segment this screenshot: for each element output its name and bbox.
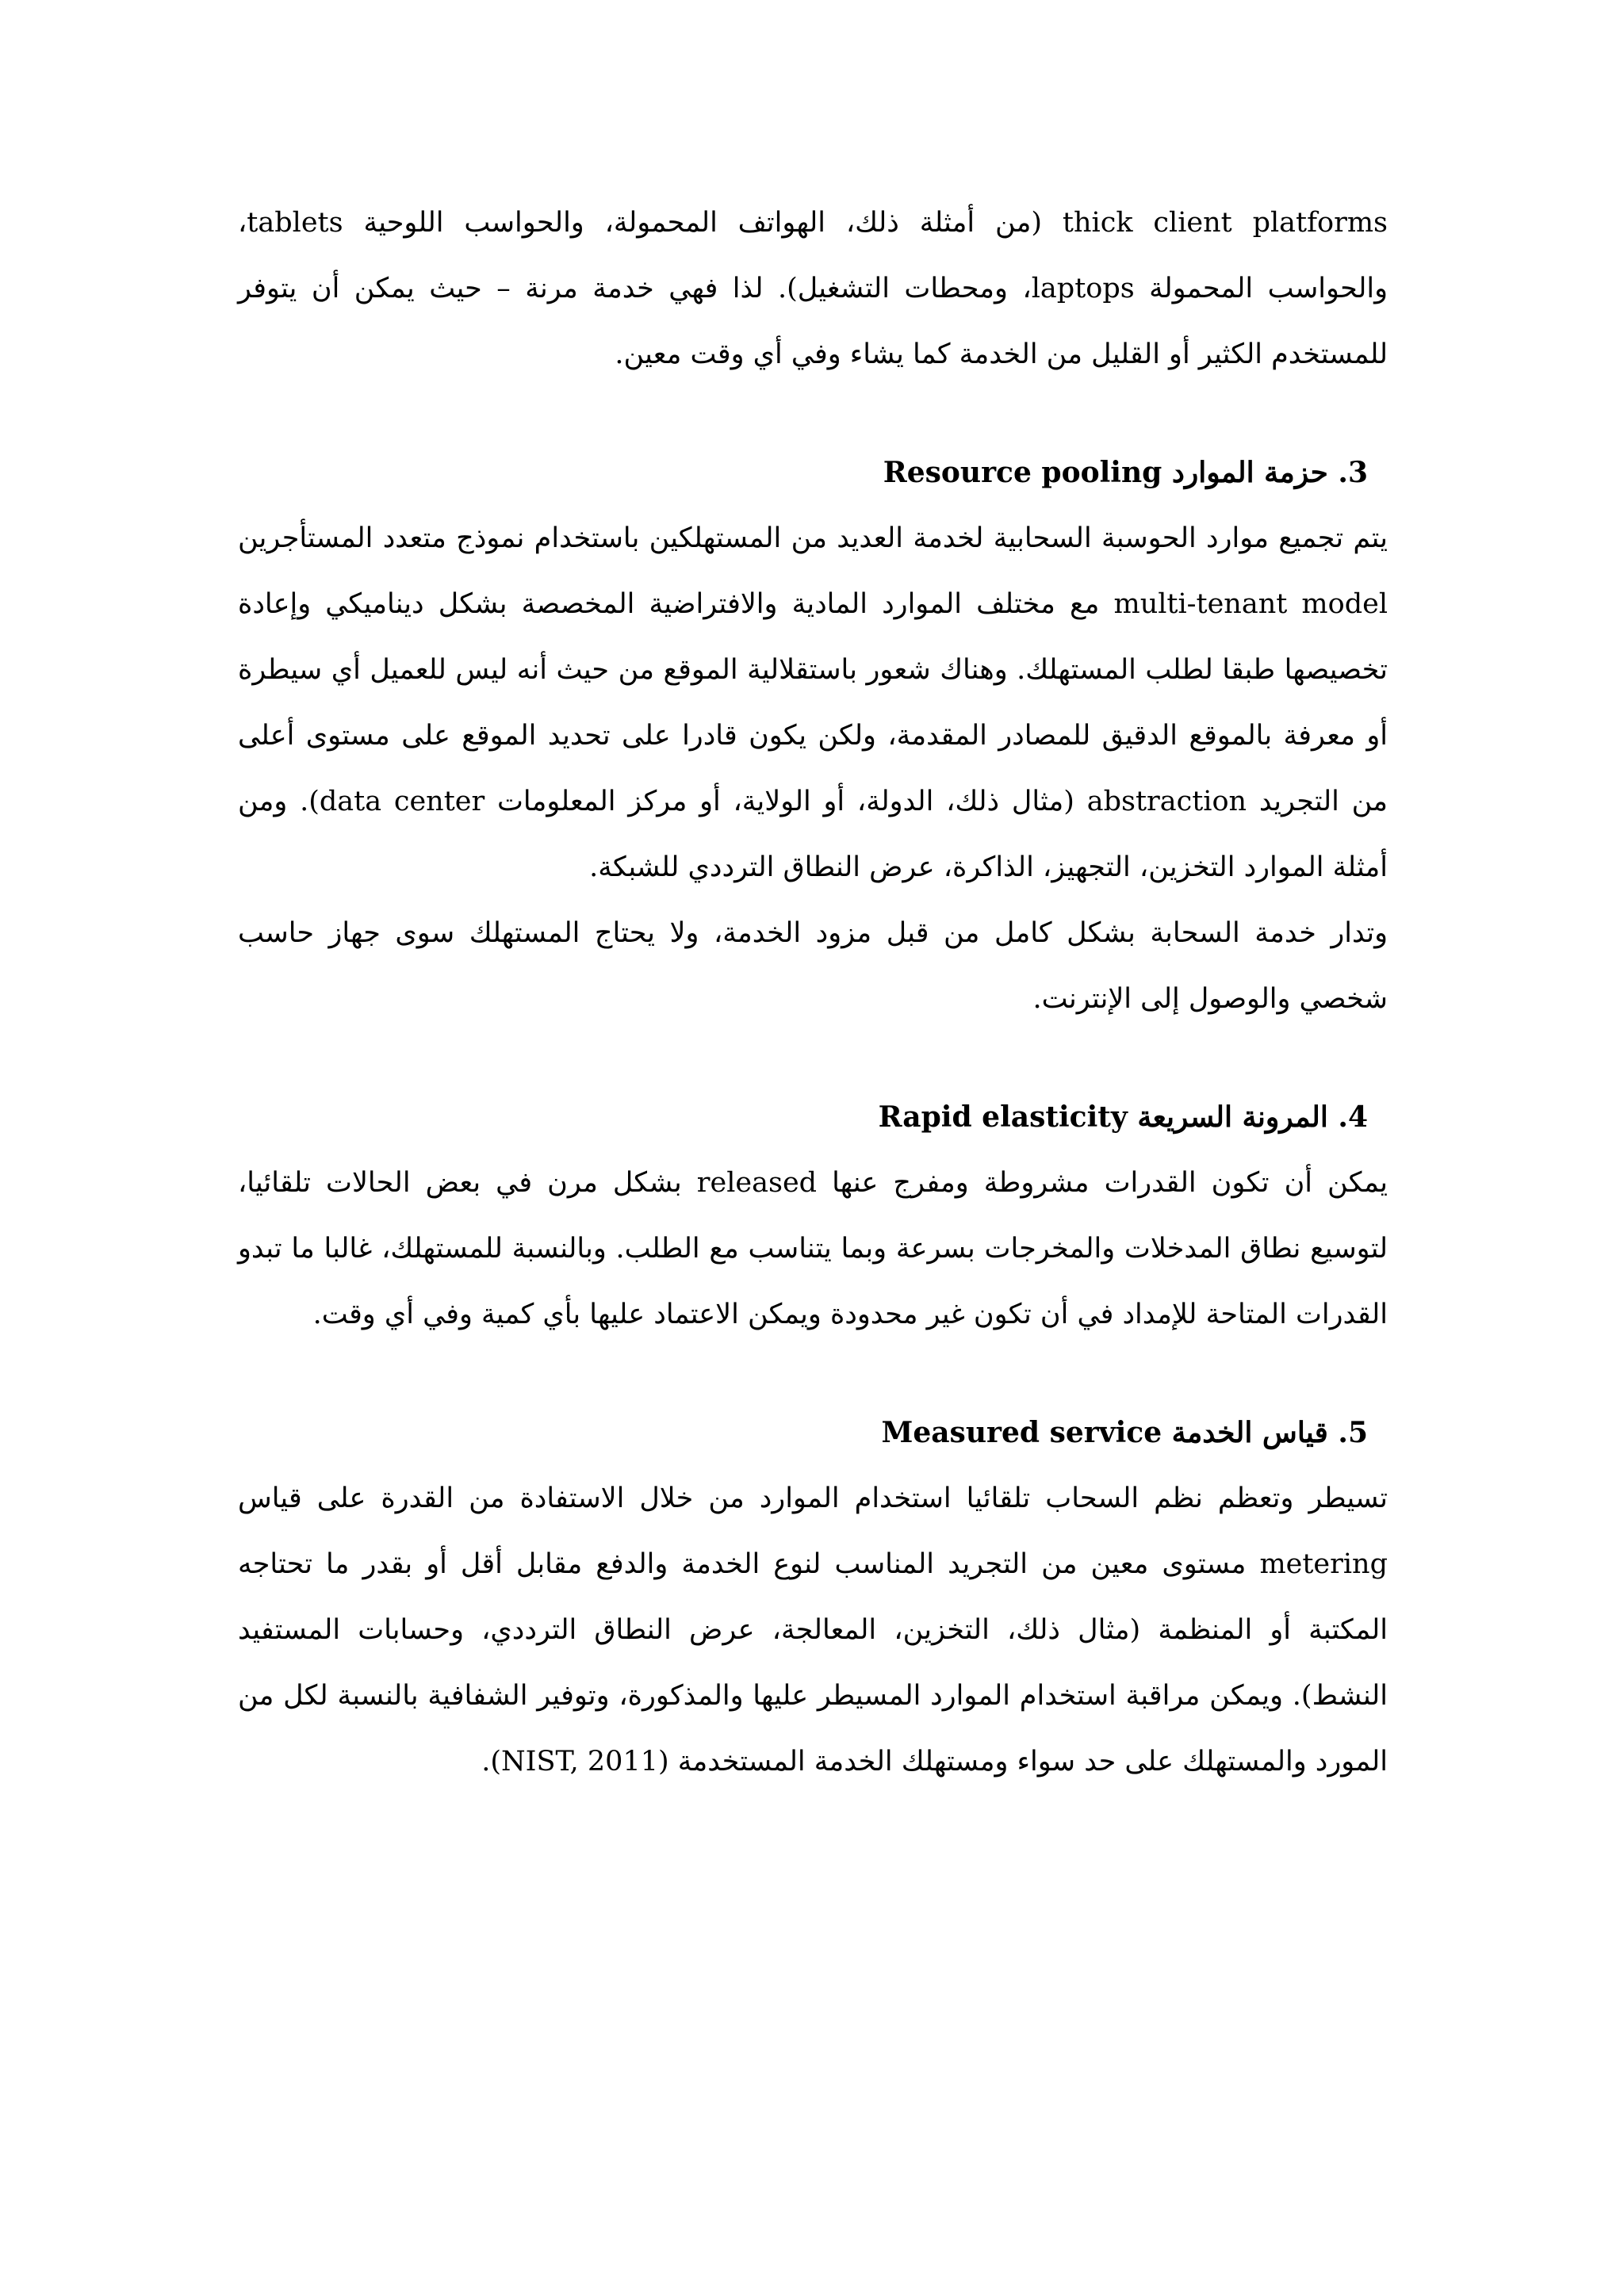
section-rapid-elasticity bbox=[238, 1085, 1388, 1348]
section-paragraph: تسيطر وتعظم نظم السحاب تلقائيا استخدام الموارد من خلال الاستفادة من القدرة على قياس metering مستوى معين من التجريد المناسب لنوع الخدمة والدفع مقابل أقل أو بقدر ما تحتاجه المكتبة أو المنظمة (مثال ذلك، التخزين، المعالجة، عرض النطاق الترددي، وحسابات المستفيد النشط). ويمكن مراقبة استخدام الموارد المسيطر عليها والمذكورة، وتوفير الشفافية بالنسبة لكل من المورد والمستهلك على حد سواء ومستهلك الخدمة المستخدمة (NIST, 2011). bbox=[238, 1483, 1388, 1777]
section-paragraph: يمكن أن تكون القدرات مشروطة ومفرج عنها released بشكل مرن في بعض الحالات تلقائيا، لتوسيع نطاق المدخلات والمخرجات بسرعة وبما يتناسب مع الطلب. وبالنسبة للمستهلك، غالبا ما تبدو القدرات المتاحة للإمداد في أن تكون غير محدودة ويمكن الاعتماد عليها بأي كمية وفي أي وقت. bbox=[238, 1167, 1388, 1330]
section-heading: 5. قياس الخدمة Measured service bbox=[881, 1416, 1368, 1449]
section-measured-service bbox=[238, 1400, 1388, 1795]
section-paragraph: وتدار خدمة السحابة بشكل كامل من قبل مزود الخدمة، ولا يحتاج المستهلك سوى جهاز حاسب شخصي والوصول إلى الإنترنت. bbox=[238, 917, 1388, 1015]
section-spacer bbox=[238, 1348, 1388, 1400]
document-body bbox=[238, 190, 1388, 1795]
section-spacer bbox=[238, 388, 1388, 440]
section-resource-pooling bbox=[238, 440, 1388, 1032]
section-spacer bbox=[238, 1032, 1388, 1085]
section-paragraph: يتم تجميع موارد الحوسبة السحابية لخدمة العديد من المستهلكين باستخدام نموذج متعدد المستأجرين multi-tenant model مع مختلف الموارد المادية والافتراضية المخصصة بشكل ديناميكي وإعادة تخصيصها طبقا لطلب المستهلك. وهناك شعور باستقلالية الموقع من حيث أنه ليس للعميل أي سيطرة أو معرفة بالموقع الدقيق للمصادر المقدمة، ولكن يكون قادرا على تحديد الموقع على مستوى أعلى من التجريد abstraction (مثال ذلك، الدولة، أو الولاية، أو مركز المعلومات data center). ومن أمثلة الموارد التخزين، التجهيز، الذاكرة، عرض النطاق الترددي للشبكة. bbox=[238, 522, 1388, 883]
intro-paragraph: thick client platforms (من أمثلة ذلك، الهواتف المحمولة، والحواسب اللوحية tablets، والحواسب المحمولة laptops، ومحطات التشغيل). لذا فهي خدمة مرنة – حيث يمكن أن يتوفر للمستخدم الكثير أو القليل من الخدمة كما يشاء وفي أي وقت معين. bbox=[238, 207, 1388, 370]
section-heading: 4. المرونة السريعة Rapid elasticity bbox=[878, 1100, 1368, 1134]
section-heading: 3. حزمة الموارد Resource pooling bbox=[883, 456, 1368, 489]
